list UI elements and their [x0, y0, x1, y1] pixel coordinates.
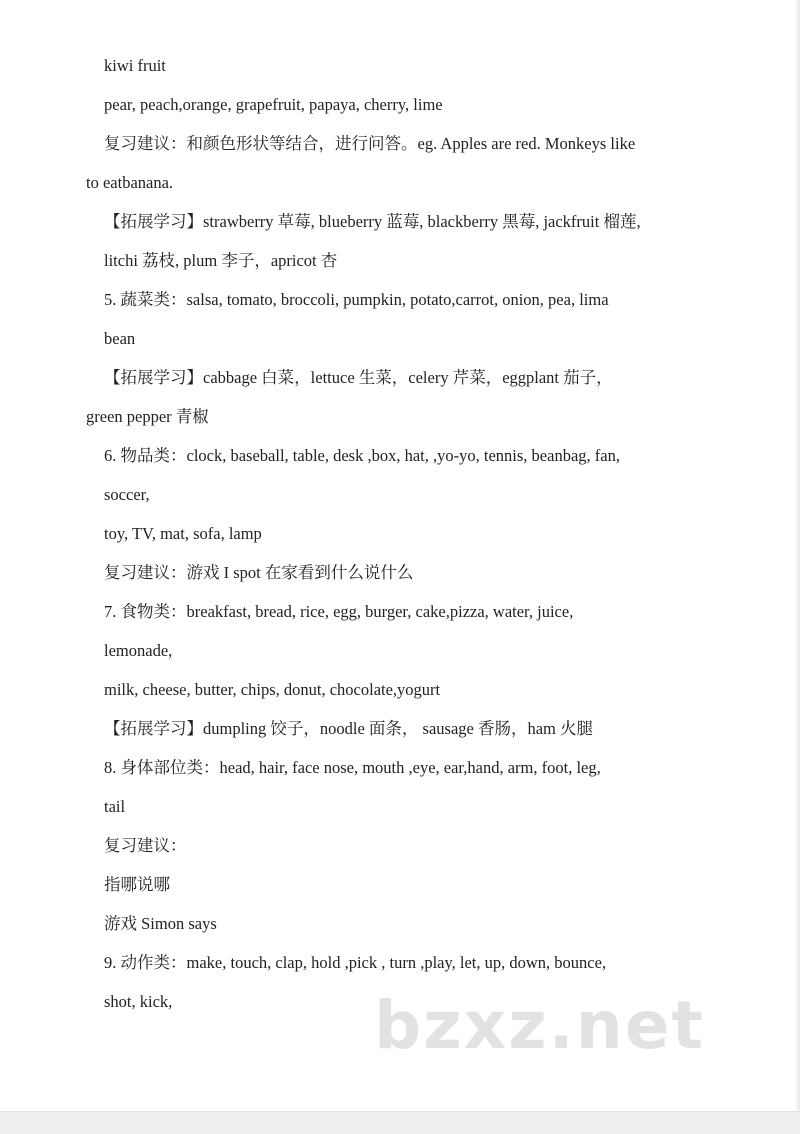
text-line: milk, cheese, butter, chips, donut, chocolate,yogurt — [104, 680, 441, 699]
text-line: shot, kick, — [104, 992, 173, 1011]
text-line: 游戏 Simon says — [104, 914, 217, 933]
text-line: soccer, — [104, 485, 150, 504]
text-line: to eatbanana. — [86, 173, 174, 192]
text-line: tail — [104, 797, 126, 816]
text-line: bean — [104, 329, 136, 348]
page-edge-shadow — [794, 0, 800, 1112]
text-line: pear, peach,orange, grapefruit, papaya, cherry, lime — [104, 95, 443, 114]
review-suggestion-line: 复习建议：和颜色形状等结合，进行问答。eg. Apples are red. Monkeys like — [104, 134, 636, 153]
watermark: bzxz.net — [374, 987, 706, 1064]
section-heading-food: 7. 食物类：breakfast, bread, rice, egg, burger, cake,pizza, water, juice, — [104, 602, 574, 621]
text-line: 指哪说哪 — [104, 875, 170, 894]
text-line: kiwi fruit — [104, 56, 166, 75]
text-line: lemonade, — [104, 641, 173, 660]
page-bottom-band — [0, 1111, 800, 1134]
text-line: litchi 荔枝, plum 李子，apricot 杏 — [104, 251, 338, 270]
extended-learning-line: 【拓展学习】cabbage 白菜，lettuce 生菜，celery 芹菜，eggplant 茄子， — [104, 368, 613, 387]
extended-learning-line: 【拓展学习】strawberry 草莓, blueberry 蓝莓, blackberry 黑莓, jackfruit 榴莲, — [104, 212, 641, 231]
text-line: green pepper 青椒 — [86, 407, 209, 426]
extended-learning-line: 【拓展学习】dumpling 饺子，noodle 面条， sausage 香肠，ham 火腿 — [104, 719, 594, 738]
review-suggestion-line: 复习建议： — [104, 836, 187, 855]
section-heading-actions: 9. 动作类：make, touch, clap, hold ,pick , turn ,play, let, up, down, bounce, — [104, 953, 607, 972]
section-heading-body-parts: 8. 身体部位类：head, hair, face nose, mouth ,eye, ear,hand, arm, foot, leg, — [104, 758, 601, 777]
section-heading-vegetables: 5. 蔬菜类：salsa, tomato, broccoli, pumpkin, potato,carrot, onion, pea, lima — [104, 290, 609, 309]
text-line: toy, TV, mat, sofa, lamp — [104, 524, 262, 543]
section-heading-objects: 6. 物品类：clock, baseball, table, desk ,box, hat, ,yo-yo, tennis, beanbag, fan, — [104, 446, 620, 465]
review-suggestion-line: 复习建议：游戏 I spot 在家看到什么说什么 — [104, 563, 414, 582]
